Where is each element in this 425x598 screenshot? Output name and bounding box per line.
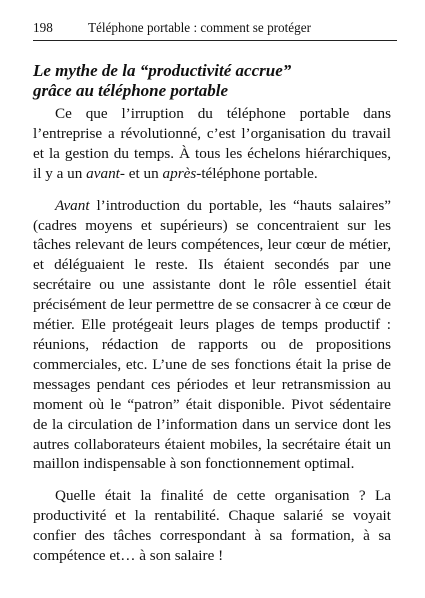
emphasis-avant: avant (86, 164, 120, 182)
paragraph-1-text-b: - et un (119, 164, 163, 182)
paragraph-2-text: l’introduction du portable, les “hauts salaires” (cadres moyens et supérieurs) se concentraient sur les tâches relevant de leurs compétences, leur cœur de métier, et déléguaient le reste. Ils étaient secondés par une secrétaire ou une assistante dont le rôle essentiel était précisément de leur permettre de se consacrer à ce cœur de métier. Elle protégeait leurs plages de temps productif : réunions, rédaction de rapports ou de propositions commerciales, etc. L’une de ses fonctions était la prise de messages pendant ces périodes et leur retransmission au moment où le “patron” était disponible. Pivot sédentaire de la circulation de l’information dans un service dont les autres collaborateurs étaient mobiles, la secrétaire était un maillon indispensable à son fonctionnement optimal. (33, 196, 391, 473)
paragraph-2 (33, 196, 391, 475)
section-heading-line-1: Le mythe de la “productivité accrue” (33, 61, 292, 80)
running-header (33, 20, 397, 36)
paragraph-3 (33, 486, 391, 566)
paragraph-1 (33, 104, 391, 184)
body-text (33, 104, 391, 566)
header-rule (33, 40, 397, 41)
page-number: 198 (33, 20, 53, 35)
paragraph-3-text: Quelle était la finalité de cette organisation ? La productivité et la rentabilité. Chaque salarié se voyait confier des tâches correspondant à sa formation, à sa compétence et… à son salaire ! (33, 487, 391, 565)
paragraph-1-text-a: Ce que l’irruption du téléphone portable dans l’entreprise a révolutionné, c’est l’organisation du travail et la gestion du temps. À tous les échelons hiérarchiques, il y a un (33, 105, 391, 182)
section-heading (33, 61, 403, 101)
emphasis-apres: après (162, 164, 197, 182)
emphasis-avant-start: Avant (55, 196, 90, 214)
running-title: Téléphone portable : comment se protéger (88, 20, 312, 35)
paragraph-1-text-c: -téléphone portable. (196, 164, 318, 182)
section-heading-line-2: grâce au téléphone portable (33, 81, 229, 100)
